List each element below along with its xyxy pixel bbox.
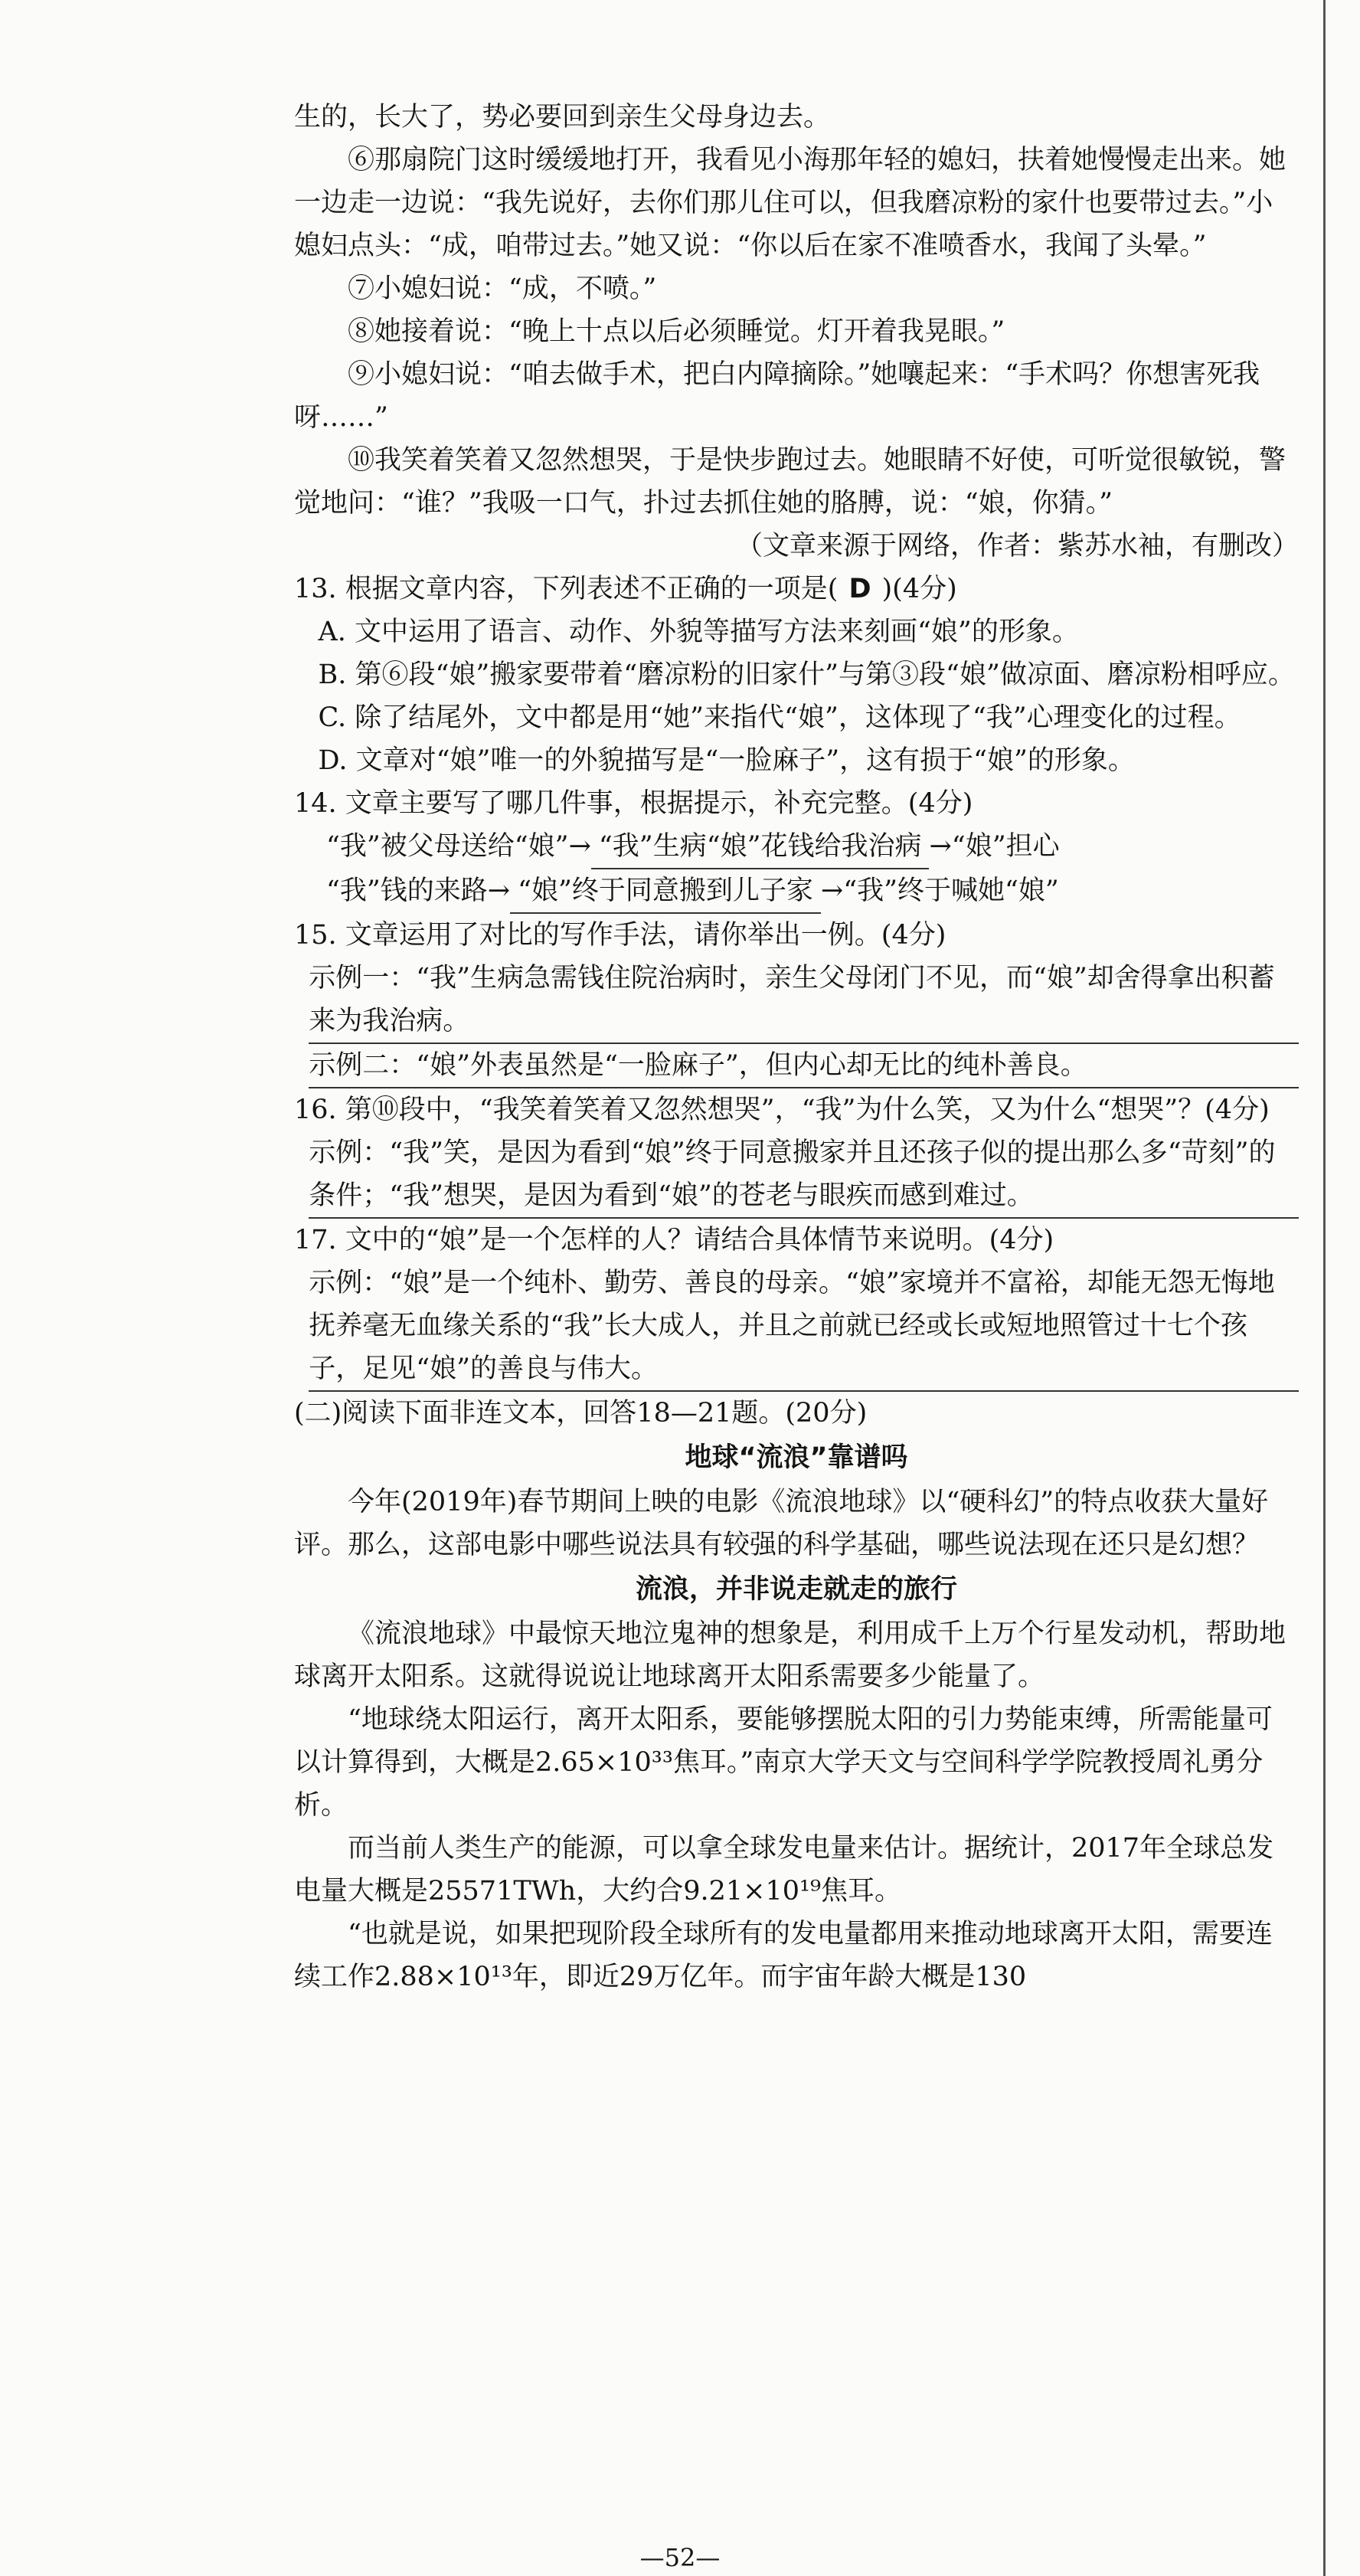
q14-answer-blank-1: “我”生病“娘”花钱给我治病 xyxy=(591,825,930,869)
section-2-heading: (二)阅读下面非连文本，回答18—21题。(20分) xyxy=(294,1398,868,1429)
passage-paragraph-10: ⑩我笑着笑着又忽然想哭，于是快步跑过去。她眼睛不好使，可听觉很敏锐，警觉地问：“谁？”我吸一口气，扑过去抓住她的胳膊，说：“娘，你猜。” xyxy=(294,445,1286,519)
q17-answer-block xyxy=(294,1262,1299,1392)
article-intro: 今年(2019年)春节期间上映的电影《流浪地球》以“硬科幻”的特点收获大量好评。那么，这部电影中哪些说法具有较强的科学基础，哪些说法现在还只是幻想？ xyxy=(294,1487,1269,1560)
page-number: —52— xyxy=(639,2543,721,2572)
q17-answer: 示例：“娘”是一个纯朴、勤劳、善良的母亲。“娘”家境并不富裕，却能无怨无悔地抚养毫无血缘关系的“我”长大成人，并且之前就已经或长或短地照管过十七个孩子，足见“娘”的善良与伟大。 xyxy=(309,1262,1299,1392)
question-14-stem: 14. 文章主要写了哪几件事，根据提示，补充完整。(4分) xyxy=(294,788,973,819)
q13-stem-before: 13. 根据文章内容，下列表述不正确的一项是( xyxy=(294,574,839,604)
passage-paragraph-6: ⑥那扇院门这时缓缓地打开，我看见小海那年轻的媳妇，扶着她慢慢走出来。她一边走一边说：“我先说好，去你们那儿住可以，但我磨凉粉的家什也要带过去。”小媳妇点头：“成，咱带过去。”她又说：“你以后在家不准喷香水，我闻了头晕。” xyxy=(294,145,1286,261)
margin-rule xyxy=(1323,0,1326,2576)
q13-option-a: A. 文中运用了语言、动作、外貌等描写方法来刻画“娘”的形象。 xyxy=(318,617,1079,647)
q14-answer-blank-2: “娘”终于同意搬到儿子家 xyxy=(510,869,821,914)
q14-line-2 xyxy=(294,869,1299,914)
passage-line: 生的，长大了，势必要回到亲生父母身边去。 xyxy=(294,102,831,133)
q13-answer: D xyxy=(848,574,871,604)
q14-line1-b: →“娘”担心 xyxy=(929,831,1060,862)
question-15-stem: 15. 文章运用了对比的写作手法，请你举出一例。(4分) xyxy=(294,920,946,951)
q14-line2-a: “我”钱的来路→ xyxy=(326,876,511,906)
article-subtitle: 流浪，并非说走就走的旅行 xyxy=(635,1574,957,1605)
q14-line1-a: “我”被父母送给“娘”→ xyxy=(326,831,591,862)
question-17-stem: 17. 文中的“娘”是一个怎样的人？请结合具体情节来说明。(4分) xyxy=(294,1225,1054,1255)
q13-stem-after: )(4分) xyxy=(881,574,957,604)
source-note: （文章来源于网络，作者：紫苏水袖，有删改） xyxy=(735,531,1299,561)
q15-answer-block xyxy=(294,957,1299,1088)
q16-answer: 示例：“我”笑，是因为看到“娘”终于同意搬家并且还孩子似的提出那么多“苛刻”的条件；“我”想哭，是因为看到“娘”的苍老与眼疾而感到难过。 xyxy=(309,1131,1299,1219)
article-title: 地球“流浪”靠谱吗 xyxy=(685,1442,908,1473)
q14-line-1 xyxy=(294,825,1299,869)
q13-option-b: B. 第⑥段“娘”搬家要带着“磨凉粉的旧家什”与第③段“娘”做凉面、磨凉粉相呼应。 xyxy=(318,660,1295,690)
article-paragraph: 而当前人类生产的能源，可以拿全球发电量来估计。据统计，2017年全球总发电量大概是25571TWh，大约合9.21×10¹⁹焦耳。 xyxy=(294,1833,1274,1907)
q15-answer-2: 示例二：“娘”外表虽然是“一脸麻子”，但内心却无比的纯朴善良。 xyxy=(309,1044,1299,1088)
q14-line2-b: →“我”终于喊她“娘” xyxy=(820,876,1059,906)
article-paragraph: “也就是说，如果把现阶段全球所有的发电量都用来推动地球离开太阳，需要连续工作2.88×10¹³年，即近29万亿年。而宇宙年龄大概是130 xyxy=(294,1919,1273,1992)
passage-paragraph-7: ⑦小媳妇说：“成，不喷。” xyxy=(348,273,657,304)
question-16-stem: 16. 第⑩段中，“我笑着笑着又忽然想哭”，“我”为什么笑，又为什么“想哭”？(4分) xyxy=(294,1095,1270,1125)
q13-option-c: C. 除了结尾外，文中都是用“她”来指代“娘”，这体现了“我”心理变化的过程。 xyxy=(318,702,1241,733)
article-paragraph: “地球绕太阳运行，离开太阳系，要能够摆脱太阳的引力势能束缚，所需能量可以计算得到，大概是2.65×10³³焦耳。”南京大学天文与空间科学学院教授周礼勇分析。 xyxy=(294,1704,1273,1821)
passage-paragraph-9: ⑨小媳妇说：“咱去做手术，把白内障摘除。”她嚷起来：“手术吗？你想害死我呀……” xyxy=(294,359,1260,433)
article-paragraph: 《流浪地球》中最惊天地泣鬼神的想象是，利用成千上万个行星发动机，帮助地球离开太阳系。这就得说说让地球离开太阳系需要多少能量了。 xyxy=(294,1619,1286,1692)
content-column xyxy=(294,96,1299,1998)
q13-option-d: D. 文章对“娘”唯一的外貌描写是“一脸麻子”，这有损于“娘”的形象。 xyxy=(318,745,1135,776)
q16-answer-block xyxy=(294,1131,1299,1219)
question-13-stem xyxy=(294,568,1299,610)
q15-answer-1: 示例一：“我”生病急需钱住院治病时，亲生父母闭门不见，而“娘”却舍得拿出积蓄来为我治病。 xyxy=(309,957,1299,1044)
passage-paragraph-8: ⑧她接着说：“晚上十点以后必须睡觉。灯开着我晃眼。” xyxy=(348,316,1005,347)
